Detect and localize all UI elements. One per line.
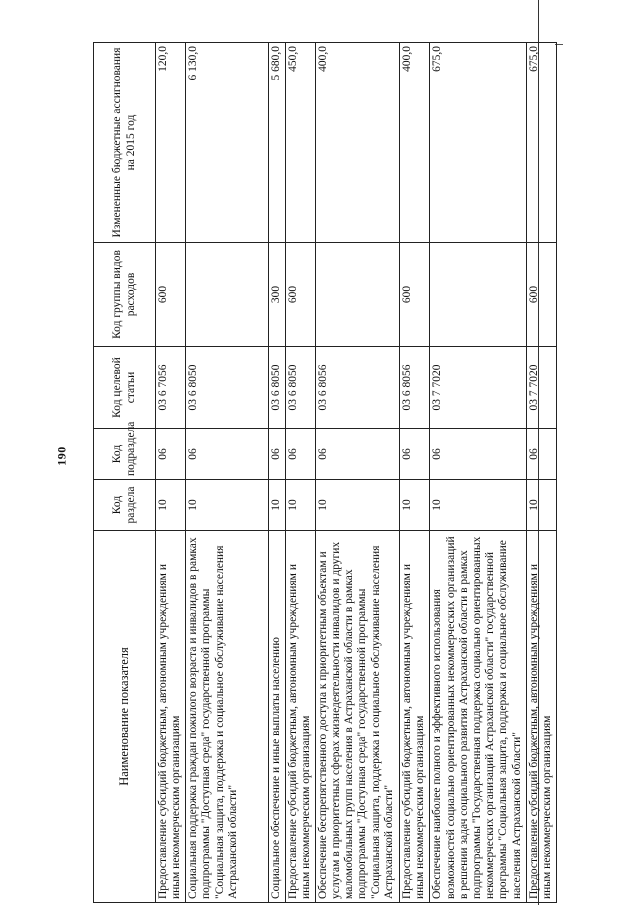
row-subsection: 06 — [186, 429, 268, 480]
page-number: 190 — [54, 446, 69, 466]
row-subsection: 06 — [400, 429, 430, 480]
table-row — [400, 43, 430, 903]
table-row — [430, 43, 526, 903]
header-expense-group: Код группы видов расходов — [94, 243, 156, 347]
row-amount: 450,0 — [285, 43, 315, 243]
row-section: 10 — [430, 480, 526, 531]
row-target: 03 6 8050 — [186, 347, 268, 429]
table-row — [526, 43, 556, 903]
table-row — [156, 43, 186, 903]
row-target: 03 6 8056 — [315, 347, 399, 429]
budget-table — [93, 42, 557, 903]
row-target: 03 6 8050 — [285, 347, 315, 429]
row-subsection: 06 — [430, 429, 526, 480]
budget-table-rotated — [93, 43, 557, 903]
header-target: Код целевой статьи — [94, 347, 156, 429]
row-amount: 5 680,0 — [268, 43, 285, 243]
row-amount: 400,0 — [315, 43, 399, 243]
row-section: 10 — [268, 480, 285, 531]
row-name: Социальная поддержка граждан пожилого возраста и инвалидов в рамках подпрограммы "Доступная среда" государственной программы "Социальная защита, поддержка и социальное обслуживание населения Астраханской области" — [186, 531, 268, 903]
row-target: 03 6 8050 — [268, 347, 285, 429]
row-section: 10 — [156, 480, 186, 531]
row-section: 10 — [186, 480, 268, 531]
row-name: Социальное обеспечение и иные выплаты населению — [268, 531, 285, 903]
row-group: 600 — [156, 243, 186, 347]
table-row — [186, 43, 268, 903]
row-subsection: 06 — [526, 429, 556, 480]
header-amount: Измененные бюджетные ассигнования на 2015 год — [94, 43, 156, 243]
row-group — [315, 243, 399, 347]
row-name: Предоставление субсидий бюджетным, автономным учреждениям и иным некоммерческим организациям — [400, 531, 430, 903]
table-row — [285, 43, 315, 903]
row-section: 10 — [526, 480, 556, 531]
table-row — [268, 43, 285, 903]
row-target: 03 7 7020 — [430, 347, 526, 429]
row-group — [430, 243, 526, 347]
header-subsection: Код подраздела — [94, 429, 156, 480]
row-section: 10 — [400, 480, 430, 531]
row-amount: 675,0 — [430, 43, 526, 243]
row-name: Предоставление субсидий бюджетным, автономным учреждениям и иным некоммерческим организациям — [285, 531, 315, 903]
row-section: 10 — [315, 480, 399, 531]
row-subsection: 06 — [268, 429, 285, 480]
row-subsection: 06 — [285, 429, 315, 480]
row-amount: 120,0 — [156, 43, 186, 243]
row-name: Обеспечение наиболее полного и эффективного использования возможностей социально ориентированных некоммерческих организаций в решении задач социального развития Астраханской области в рамках подпрограммы "Государственная поддержка социально ориентированных некоммерческих организаций Астраханской области" государственной программы "Социальная защита, поддержка и социальное обслуживание населения Астраханской области" — [430, 531, 526, 903]
row-name: Предоставление субсидий бюджетным, автономным учреждениям и иным некоммерческим организациям — [526, 531, 556, 903]
row-target: 03 6 8056 — [400, 347, 430, 429]
row-group: 300 — [268, 243, 285, 347]
row-group: 600 — [400, 243, 430, 347]
row-group: 600 — [526, 243, 556, 347]
row-section: 10 — [285, 480, 315, 531]
row-group: 600 — [285, 243, 315, 347]
header-name: Наименование показателя — [94, 531, 156, 903]
row-amount: 6 130,0 — [186, 43, 268, 243]
table-row — [315, 43, 399, 903]
row-amount: 400,0 — [400, 43, 430, 243]
row-group — [186, 243, 268, 347]
row-target: 03 6 7056 — [156, 347, 186, 429]
row-name: Предоставление субсидий бюджетным, автономным учреждениям и иным некоммерческим организациям — [156, 531, 186, 903]
header-section: Код раздела — [94, 480, 156, 531]
row-amount: 675,0 — [526, 43, 556, 243]
row-target: 03 7 7020 — [526, 347, 556, 429]
row-subsection: 06 — [156, 429, 186, 480]
row-name: Обеспечение беспрепятственного доступа к приоритетным объектам и услугам в приоритетных сферах жизнедеятельности инвалидов и других маломобильных групп населения в Астраханской области в рамках подпрограммы "Доступная среда" государственной программы "Социальная защита, поддержка и социальное обслуживание населения Астраханской области" — [315, 531, 399, 903]
row-subsection: 06 — [315, 429, 399, 480]
